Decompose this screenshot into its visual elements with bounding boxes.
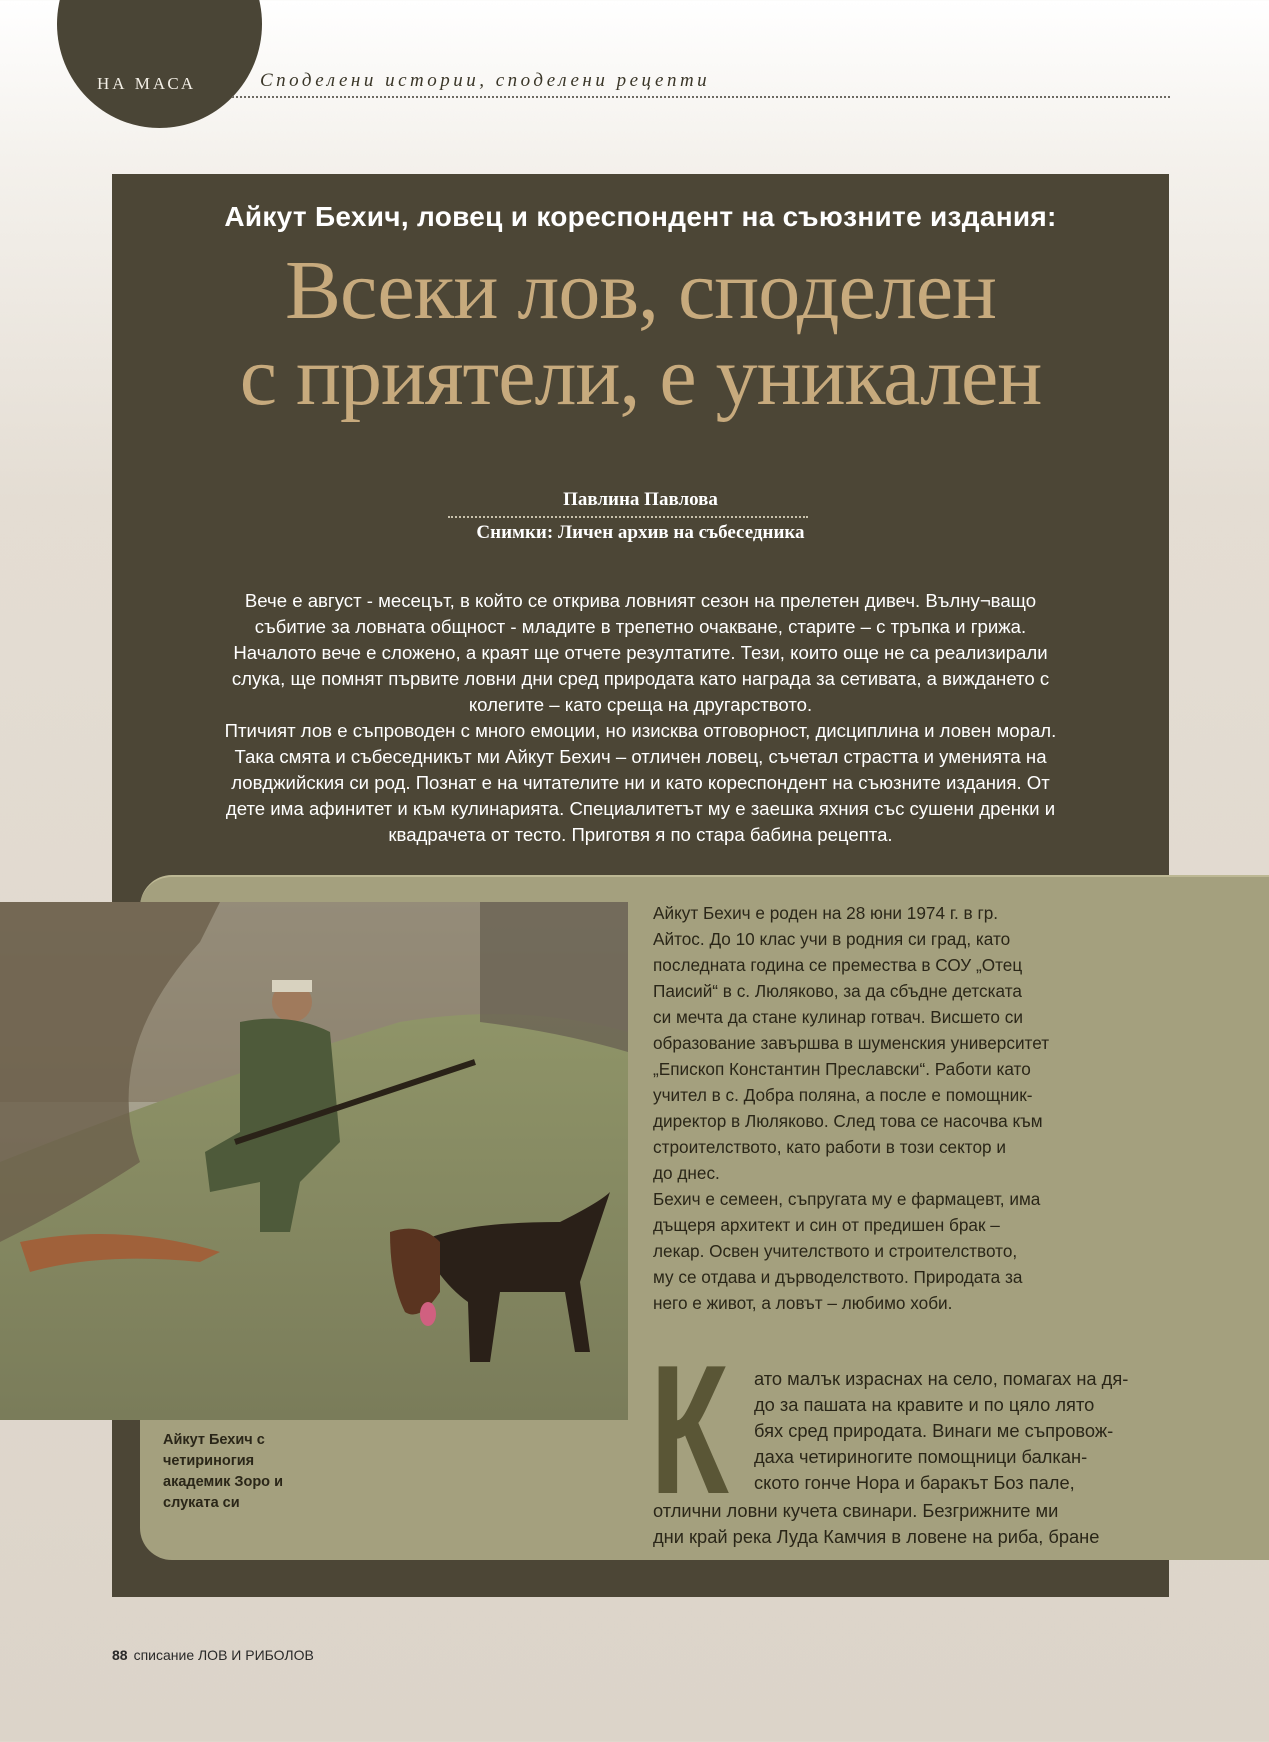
bio-line: „Епископ Константин Преславски“. Работи като bbox=[653, 1059, 1031, 1079]
section-label: НА МАСА bbox=[97, 74, 197, 93]
bio-line: си мечта да стане кулинар готвач. Висшето си bbox=[653, 1007, 1023, 1027]
intro-line: квадрачета от тесто. Приготвя я по стара бабина рецепта. bbox=[388, 824, 893, 845]
story-line: до за пашата на кравите и по цяло лято bbox=[754, 1394, 1095, 1415]
title-line: Всеки лов, споделен bbox=[285, 244, 996, 337]
bio-line: дъщеря архитект и син от предишен брак – bbox=[653, 1215, 1000, 1235]
bio-line: директор в Люляково. След това се насочва към bbox=[653, 1111, 1043, 1131]
article-title bbox=[112, 244, 1169, 423]
bio-line: последната година се премества в СОУ „Отец bbox=[653, 955, 1023, 975]
story-line: отлични ловни кучета свинари. Безгрижните ми bbox=[653, 1500, 1059, 1521]
intro-line: Така смята и събеседникът ми Айкут Бехич – отличен ловец, съчетал страстта и уменията на bbox=[234, 746, 1047, 767]
bio-line: Айкут Бехич е роден на 28 юни 1974 г. в гр. bbox=[653, 903, 999, 923]
bio-line: до днес. bbox=[653, 1163, 720, 1183]
bio-line: му се отдава и дърводелството. Природата за bbox=[653, 1267, 1023, 1287]
story-text bbox=[754, 1366, 1128, 1496]
caption-line: Айкут Бехич с bbox=[163, 1432, 265, 1448]
page-number: 88 bbox=[112, 1647, 128, 1663]
section-kicker: Споделени истории, споделени рецепти bbox=[260, 70, 711, 91]
bio-line: лекар. Освен учителството и строителството, bbox=[653, 1241, 1018, 1261]
author: Павлина Павлова bbox=[563, 489, 718, 510]
intro-line: Птичият лов е съпроводен с много емоции, но изисква отговорност, дисциплина и ловен морал. bbox=[224, 720, 1057, 741]
intro-text bbox=[112, 588, 1169, 848]
bio-line: строителството, като работи в този сектор и bbox=[653, 1137, 1006, 1157]
intro-line: колегите – като среща на другарството. bbox=[468, 694, 813, 715]
hunter-with-dog-photo bbox=[0, 902, 628, 1420]
drop-cap bbox=[650, 1326, 746, 1532]
caption-line: слуката си bbox=[163, 1495, 240, 1511]
title-line: с приятели, е уникален bbox=[239, 330, 1042, 423]
caption-line: четириногия bbox=[163, 1453, 255, 1469]
intro-line: Началото вече е сложено, а краят ще отчете резултатите. Тези, които още не са реализирали bbox=[233, 642, 1048, 663]
intro-line: Вече е август - месецът, в който се открива ловният сезон на прелетен дивеч. Вълну¬ващо bbox=[244, 590, 1037, 611]
story-line: ато малък израснах на село, помагах на дя- bbox=[754, 1368, 1129, 1389]
intro-line: дете има афинитет и към кулинарията. Специалитетът му е заешка яхния със сушени дренки и bbox=[225, 798, 1056, 819]
story-text-continued bbox=[653, 1498, 1099, 1550]
story-line: бях сред природата. Винаги ме съпровож- bbox=[754, 1420, 1114, 1441]
magazine-name: списание ЛОВ И РИБОЛОВ bbox=[133, 1647, 314, 1663]
bio-line: учител в с. Добра поляна, а после е помощник- bbox=[653, 1085, 1033, 1105]
story-line: ското гонче Нора и баракът Боз пале, bbox=[754, 1472, 1075, 1493]
photo-credit: Снимки: Личен архив на събеседника bbox=[476, 522, 805, 543]
article-subtitle: Айкут Бехич, ловец и кореспондент на съюзните издания: bbox=[224, 201, 1057, 232]
intro-line: слука, ще помнят първите ловни дни сред природата като награда за сетивата, а виждането с bbox=[231, 668, 1050, 689]
header-divider bbox=[232, 96, 1170, 98]
bio-line: образование завършва в шуменския университет bbox=[653, 1033, 1050, 1053]
drop-cap-letter: К bbox=[650, 1326, 729, 1532]
story-line: дни край река Луда Камчия в ловене на риба, бране bbox=[653, 1526, 1100, 1547]
byline-divider bbox=[448, 516, 808, 518]
bio-line: Паисий“ в с. Люляково, за да сбъдне детската bbox=[653, 981, 1022, 1001]
section-circle bbox=[57, 0, 262, 128]
page-footer bbox=[112, 1647, 314, 1663]
intro-line: събитие за ловната общност - младите в трепетно очакване, старите – с тръпка и грижа. bbox=[254, 616, 1027, 637]
bio-text bbox=[653, 900, 1153, 1316]
intro-line: ловджийския си род. Познат е на читателите ни и като кореспондент на съюзните издания. От bbox=[231, 772, 1050, 793]
bio-line: него е живот, а ловът – любимо хоби. bbox=[653, 1293, 953, 1313]
story-line: даха четириногите помощници балкан- bbox=[754, 1446, 1088, 1467]
caption-line: академик Зоро и bbox=[163, 1474, 283, 1490]
bio-line: Айтос. До 10 клас учи в родния си град, като bbox=[653, 929, 1011, 949]
bio-line: Бехич е семеен, съпругата му е фармацевт, има bbox=[653, 1189, 1041, 1209]
photo-caption bbox=[163, 1430, 283, 1514]
